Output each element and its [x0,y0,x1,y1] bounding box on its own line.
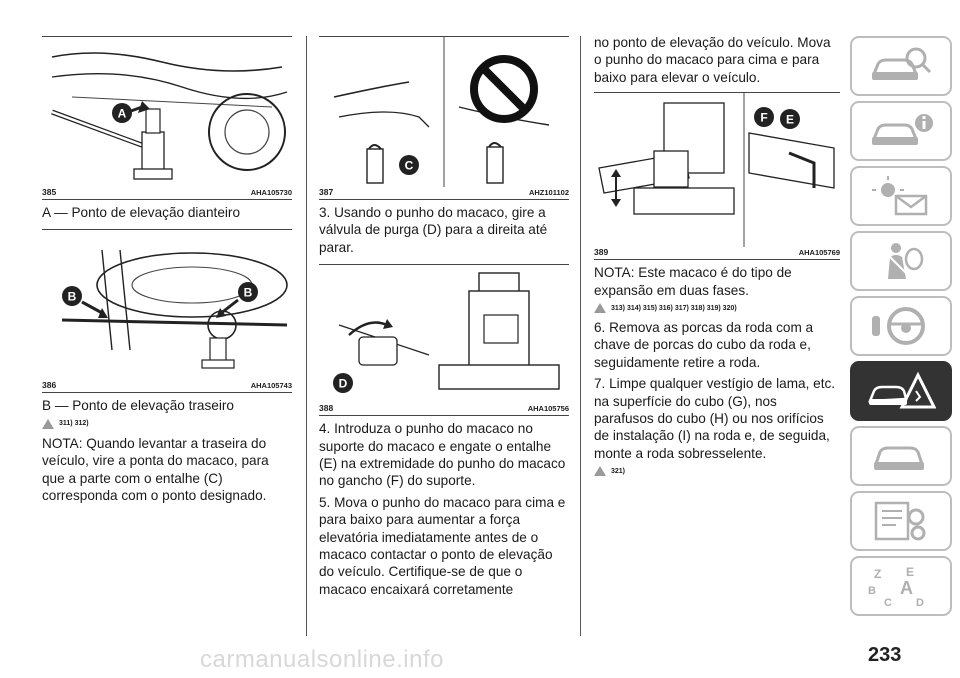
car-info-icon [866,109,936,153]
column-divider [306,36,307,636]
breakdown-warning-icon [866,369,936,413]
warning-triangle-icon [594,303,606,313]
figure-caption-bar [42,187,292,200]
label-c: C [404,158,414,173]
figure-386 [42,229,292,393]
label-e: E [785,112,795,127]
car-maintenance-icon [866,434,936,478]
car-search-icon [866,44,936,88]
figure-caption-bar [319,403,569,416]
page-number: 233 [868,644,902,666]
label-b-right: B [243,285,253,300]
handle-hook-illustration [594,93,840,247]
column-divider [580,36,581,636]
watermark: carmanualsonline.info [200,646,444,673]
tab-car-info[interactable] [850,101,952,161]
step-5-continued: no ponto de elevação do veículo. Mova o punho do macaco para cima e para baixo para elevar o veículo. [594,35,831,85]
label-d: D [338,376,348,391]
warning-triangle-icon [42,419,54,429]
figure-code: AHA105756 [527,404,569,414]
caption-front-point: A — Ponto de elevação dianteiro [42,205,240,220]
label-f: F [760,110,768,125]
seatbelt-airbag-icon [866,239,936,283]
figure-caption-bar [319,187,569,200]
tab-maintenance[interactable] [850,426,952,486]
figure-number: 388 [319,403,334,414]
column-2 [319,36,569,598]
figure-caption-bar [594,247,840,260]
figure-number: 387 [319,187,334,197]
tab-safety[interactable] [850,231,952,291]
caption-rear-point: B — Ponto de elevação traseiro [42,398,234,414]
column-1 [42,36,292,504]
figure-387 [319,36,569,200]
step-5: 5. Mova o punho do macaco para cima e para baixo para aumentar a força elevatória imediatamente antes de o macaco contactar o ponto de elevação do veículo. Certifique-se de que o macaco encaixará corretamente [319,494,566,597]
label-b-left: B [67,289,77,304]
warning-reference [42,417,292,431]
index-letter: C [884,597,892,608]
warning-refs: 313) 314) 315) 316) 317) 318) 319) 320) [611,304,737,312]
specs-gears-icon [866,499,936,543]
figure-code: AHA105743 [250,381,292,391]
figure-code: AHA105730 [250,188,292,197]
figure-caption-bar [42,380,292,393]
bleed-valve-illustration [319,265,569,403]
index-letter: E [906,565,915,579]
figure-number: 385 [42,187,57,197]
steering-wheel-key-icon [866,304,936,348]
note-rear: NOTA: Quando levantar a traseira do veículo, vire a ponta do macaco, para que a parte com o entalhe (C) corresponda com o ponto designado. [42,435,269,504]
step-3: 3. Usando o punho do macaco, gire a válvula de purga (D) para a direita até parar. [319,205,548,255]
index-letter: A [900,578,913,598]
step-7: 7. Limpe qualquer vestígio de lama, etc. na superfície do cubo (G), nos parafusos do cubo (H) ou nos orifícios de instalação (I) na roda e, de seguida, monte a roda sobresselente. [594,376,836,461]
figure-389 [594,92,840,260]
figure-388 [319,264,569,416]
index-letters-icon [866,564,936,608]
warning-lights-mail-icon [866,174,936,218]
tab-emergency[interactable] [850,361,952,421]
figure-385 [42,36,292,200]
rear-jack-illustration [42,230,292,380]
tab-specs[interactable] [850,491,952,551]
warning-refs: 311) 312) [59,420,89,428]
step-6: 6. Remova as porcas da roda com a chave de porcas do cubo da roda e, seguidamente retire a roda. [594,320,814,370]
index-letter: B [868,585,876,597]
tab-index[interactable] [850,556,952,616]
tab-driving[interactable] [850,296,952,356]
figure-number: 389 [594,247,609,258]
step-4: 4. Introduza o punho do macaco no suporte do macaco e engate o entalhe (E) na extremidade do punho do macaco no gancho (F) do suporte. [319,421,566,489]
chapter-sidebar [850,36,952,621]
figure-code: AHZ101102 [528,188,569,197]
note-jack-type: NOTA: Este macaco é do tipo de expansão em duas fases. [594,265,792,298]
label-a: A [117,106,127,121]
warning-triangle-icon [594,466,606,476]
figure-number: 386 [42,380,57,391]
front-jack-illustration [42,37,292,187]
warning-reference [594,301,840,315]
tab-warning-lights[interactable] [850,166,952,226]
figure-code: AHA105769 [798,248,840,258]
warning-refs: 321) [611,467,626,475]
warning-reference [594,464,840,478]
tab-car-search[interactable] [850,36,952,96]
jack-head-illustration [319,37,569,187]
column-3 [594,36,840,478]
index-letter: D [916,597,924,608]
index-letter: Z [874,567,882,581]
